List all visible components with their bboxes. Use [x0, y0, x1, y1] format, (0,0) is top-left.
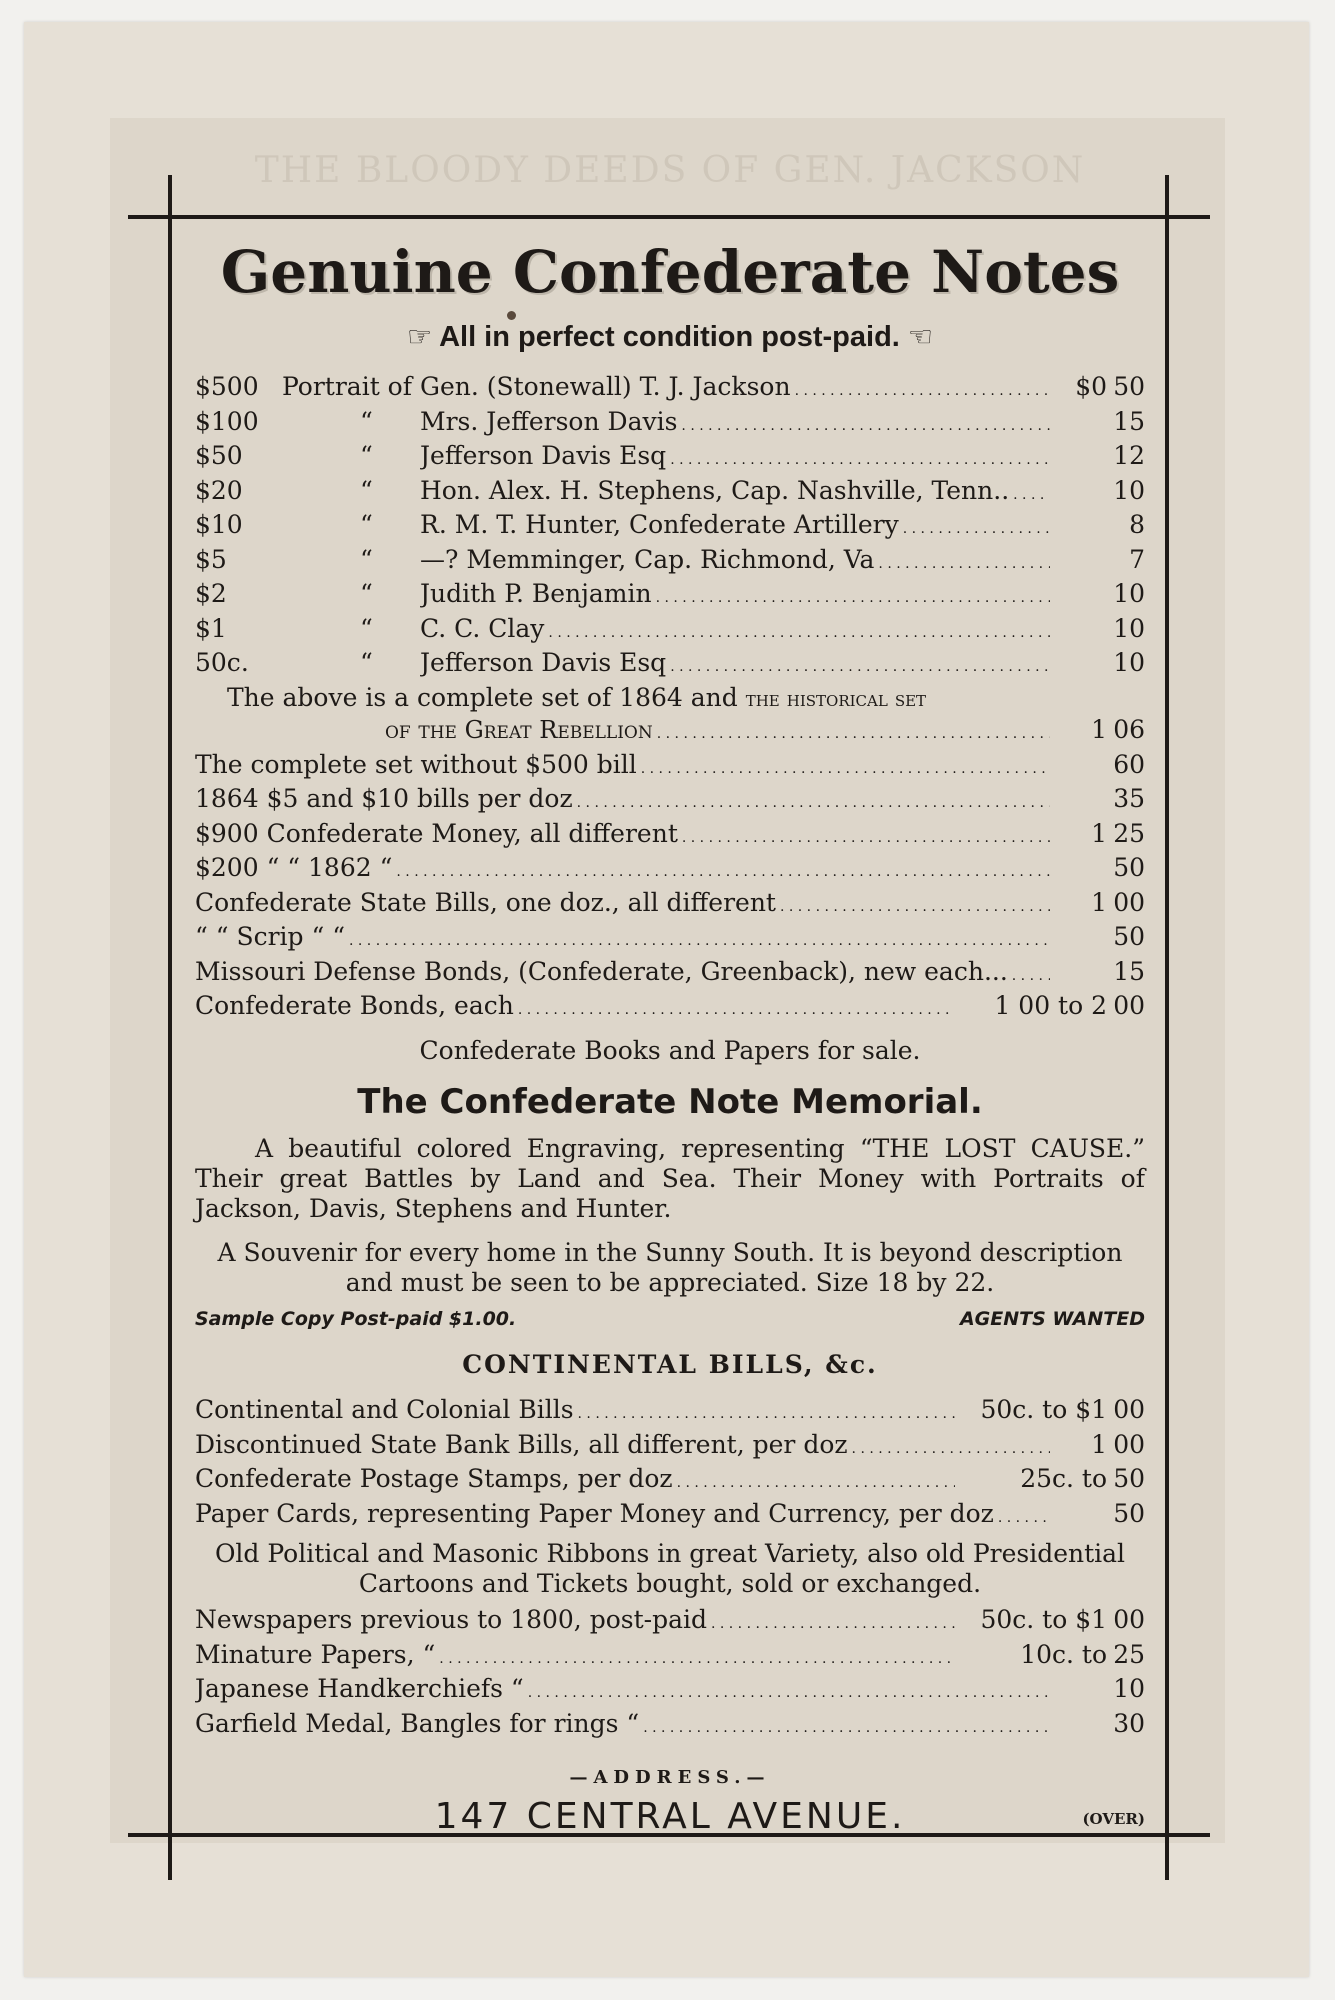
set-line-caps: the historical set	[745, 686, 927, 712]
item-price	[1050, 648, 1145, 679]
item-price	[1050, 888, 1145, 919]
price-row	[195, 545, 1145, 580]
price-cents: 50	[1113, 853, 1145, 882]
price-cents: 00	[1113, 1429, 1145, 1459]
price-dollar: 50c. to $1	[980, 1395, 1107, 1424]
misc-price-list	[195, 750, 1145, 1026]
item-price	[1050, 922, 1145, 953]
item-desc-text: Gen. (Stonewall) T. J. Jackson	[420, 372, 791, 401]
price-cents: 06	[1113, 715, 1145, 744]
item-desc-text: Paper Cards, representing Paper Money and Currency, per doz	[195, 1498, 994, 1528]
price-cents: 00	[1113, 991, 1145, 1020]
pointing-hand-left-icon: ☜	[907, 321, 934, 352]
item-price	[955, 1464, 1145, 1495]
item-price	[955, 991, 1145, 1022]
item-desc-text: Confederate State Bills, one doz., all different	[195, 887, 776, 917]
continental-title: CONTINENTAL BILLS, &c.	[462, 1350, 878, 1379]
item-desc	[195, 957, 1050, 992]
price-row	[195, 1395, 1145, 1430]
ditto-mark: “	[360, 406, 373, 436]
item-price	[1050, 510, 1145, 541]
price-row	[195, 853, 1145, 888]
item-price	[1050, 407, 1145, 438]
price-row	[195, 1430, 1145, 1465]
price-row	[195, 819, 1145, 854]
price-row	[195, 476, 1145, 511]
ditto-mark: Portrait of	[281, 372, 412, 401]
item-desc-text: “ “ Scrip “ “	[195, 922, 345, 951]
item-desc	[195, 1709, 1050, 1744]
price-dollar: $0	[1075, 372, 1107, 401]
item-desc	[420, 510, 1050, 545]
item-desc	[195, 853, 1050, 888]
item-desc	[420, 545, 1050, 580]
price-cents: 00	[1113, 887, 1145, 917]
item-price	[1050, 1674, 1145, 1705]
price-dollar: 10c. to	[1020, 1639, 1107, 1669]
item-desc-text: The complete set without $500 bill	[195, 749, 637, 779]
price-row	[195, 750, 1145, 785]
item-desc-text: Newspapers previous to 1800, post-paid	[195, 1605, 707, 1634]
address-label: —ADDRESS.—	[569, 1767, 771, 1788]
price-row	[195, 648, 1145, 683]
price-dollar: 1	[1091, 715, 1107, 744]
item-desc	[195, 1395, 955, 1430]
item-price	[955, 1605, 1145, 1636]
price-cents: 12	[1113, 441, 1145, 470]
price-row	[195, 510, 1145, 545]
memorial-title: The Confederate Note Memorial.	[357, 1082, 983, 1122]
item-desc	[420, 441, 1050, 476]
note-amount: $10	[195, 510, 243, 539]
price-row	[195, 614, 1145, 649]
item-price	[1050, 750, 1145, 781]
price-cents: 10	[1113, 648, 1145, 677]
price-cents: 10	[1113, 579, 1145, 608]
price-row	[195, 1709, 1145, 1744]
item-desc	[420, 372, 1050, 407]
item-desc	[195, 819, 1050, 854]
note-amount: $5	[195, 544, 227, 574]
item-desc-text: 1864 $5 and $10 bills per doz	[195, 784, 573, 813]
price-cents: 25	[1113, 818, 1145, 848]
item-price	[1050, 1709, 1145, 1740]
price-cents: 50	[1113, 1464, 1145, 1493]
ditto-mark: “	[360, 579, 373, 608]
price-row	[195, 579, 1145, 614]
item-desc	[420, 407, 1050, 442]
price-row	[195, 1499, 1145, 1534]
item-desc-text: Missouri Defense Bonds, (Confederate, Greenback), new each...	[195, 956, 1008, 986]
papers-price-list	[195, 1605, 1145, 1743]
price-dollar: 1	[1091, 818, 1107, 848]
item-desc-text: of the Great Rebellion	[385, 716, 653, 744]
item-desc-text: Confederate Postage Stamps, per doz	[195, 1464, 673, 1493]
item-desc	[195, 922, 1050, 957]
item-desc	[195, 1499, 1050, 1534]
item-desc	[195, 784, 1050, 819]
subtitle	[195, 320, 1145, 354]
address: 147 CENTRAL AVENUE.	[434, 1796, 906, 1837]
set-line-text: The above is a complete set of 1864 and	[227, 682, 738, 712]
item-desc-text: Mrs. Jefferson Davis	[420, 406, 678, 436]
price-row	[195, 888, 1145, 923]
item-price	[1050, 372, 1145, 403]
price-dollar: 25c. to	[1020, 1464, 1107, 1493]
continental-price-list	[195, 1395, 1145, 1533]
price-cents: 15	[1113, 406, 1145, 436]
note-amount: $2	[195, 579, 227, 608]
item-desc	[195, 1674, 1050, 1709]
set-line	[195, 683, 1145, 716]
souvenir-description: A Souvenir for every home in the Sunny South. It is beyond description and must be seen to be appreciated. Size 18 by 22.	[217, 1238, 1123, 1297]
item-desc	[420, 648, 1050, 683]
ditto-mark: “	[360, 544, 373, 574]
price-dollar: 1	[1091, 1429, 1107, 1459]
price-row	[195, 991, 1145, 1026]
sample-copy: Sample Copy Post-paid $1.00.	[195, 1308, 517, 1330]
price-cents: 8	[1129, 510, 1145, 539]
item-price	[1050, 1499, 1145, 1530]
item-desc	[195, 991, 955, 1026]
item-price	[955, 1640, 1145, 1671]
ditto-mark: “	[360, 613, 373, 643]
price-row	[195, 407, 1145, 442]
item-price	[1050, 1430, 1145, 1461]
item-desc-text: Minature Papers, “	[195, 1639, 436, 1669]
item-price	[1050, 715, 1145, 746]
ribbons-note: Old Political and Masonic Ribbons in great Variety, also old Presidential Cartoons and Tickets bought, sold or exchanged.	[214, 1539, 1126, 1598]
price-cents: 10	[1113, 1674, 1145, 1703]
memorial-description: A beautiful colored Engraving, representing “THE LOST CAUSE.” Their great Battles by Land and Sea. Their Money with Portraits of Jackson, Davis, Stephens and Hunter.	[195, 1134, 1145, 1223]
item-desc	[420, 476, 1050, 511]
price-cents: 60	[1113, 749, 1145, 779]
price-cents: 7	[1129, 544, 1145, 574]
sample-row	[195, 1308, 1145, 1330]
item-price	[1050, 441, 1145, 472]
item-desc	[420, 614, 1050, 649]
note-price-list	[195, 372, 1145, 683]
price-row	[195, 1464, 1145, 1499]
ditto-mark: “	[360, 475, 373, 505]
item-desc	[195, 1640, 955, 1675]
price-cents: 10	[1113, 613, 1145, 643]
frame-top-line	[128, 215, 1210, 219]
show-through-header: THE BLOODY DEEDS OF GEN. JACKSON	[254, 150, 1086, 191]
item-desc-text: C. C. Clay	[420, 613, 545, 643]
page-title: Genuine Confederate Notes	[220, 238, 1120, 306]
item-desc-text: Discontinued State Bank Bills, all different, per doz	[195, 1429, 848, 1459]
item-desc	[195, 1464, 955, 1499]
price-row	[195, 1674, 1145, 1709]
item-desc	[195, 750, 1050, 785]
note-amount: $500	[195, 372, 259, 401]
price-row	[195, 784, 1145, 819]
price-row	[195, 441, 1145, 476]
item-price	[1050, 579, 1145, 610]
item-desc	[195, 715, 1050, 750]
item-desc	[195, 1430, 1050, 1465]
item-price	[1050, 476, 1145, 507]
item-desc-text: Judith P. Benjamin	[420, 579, 652, 608]
item-price	[955, 1395, 1145, 1426]
item-desc-text: R. M. T. Hunter, Confederate Artillery	[420, 510, 899, 539]
ditto-mark: “	[360, 648, 373, 677]
over-note: (OVER)	[1082, 1810, 1145, 1828]
item-desc	[195, 888, 1050, 923]
item-desc-text: Hon. Alex. H. Stephens, Cap. Nashville, Tenn..	[420, 475, 1010, 505]
item-desc-text: —? Memminger, Cap. Richmond, Va	[420, 544, 875, 574]
price-cents: 10	[1113, 475, 1145, 505]
note-amount: 50c.	[195, 648, 249, 677]
frame-right-line	[1165, 175, 1169, 1880]
price-row	[195, 372, 1145, 407]
item-price	[1050, 853, 1145, 884]
item-desc-text: $900 Confederate Money, all different	[195, 818, 678, 848]
item-price	[1050, 784, 1145, 815]
price-dollar: 1	[1091, 887, 1107, 917]
item-desc-text: Jefferson Davis Esq	[420, 441, 667, 470]
flyer-content	[195, 238, 1145, 1844]
item-desc-text: Japanese Handkerchiefs “	[195, 1674, 524, 1703]
pointing-hand-right-icon: ☞	[406, 321, 433, 352]
note-amount: $20	[195, 475, 243, 505]
subtitle-text: All in perfect condition post-paid.	[439, 321, 900, 353]
agents-wanted: AGENTS WANTED	[959, 1308, 1145, 1330]
note-amount: $1	[195, 613, 227, 643]
price-cents: 00	[1113, 1395, 1145, 1424]
price-cents: 50	[1113, 1498, 1145, 1528]
frame-left-line	[168, 175, 172, 1880]
item-desc-text: Jefferson Davis Esq	[420, 648, 667, 677]
books-note: Confederate Books and Papers for sale.	[419, 1035, 921, 1065]
price-dollar: 1 00 to 2	[994, 991, 1107, 1020]
price-cents: 50	[1113, 372, 1145, 401]
price-cents: 00	[1113, 1605, 1145, 1634]
item-desc	[195, 1605, 955, 1640]
note-amount: $100	[195, 406, 259, 436]
price-cents: 25	[1113, 1639, 1145, 1669]
ditto-mark: “	[360, 510, 373, 539]
item-price	[1050, 545, 1145, 576]
address-row	[195, 1794, 1145, 1844]
set-row	[195, 715, 1145, 750]
note-amount: $50	[195, 441, 243, 470]
item-desc	[420, 579, 1050, 614]
item-desc-text: Confederate Bonds, each	[195, 991, 514, 1020]
item-price	[1050, 957, 1145, 988]
item-desc-text: $200 “ “ 1862 “	[195, 853, 393, 882]
item-price	[1050, 819, 1145, 850]
price-cents: 30	[1113, 1708, 1145, 1738]
price-dollar: 50c. to $1	[980, 1605, 1107, 1634]
price-cents: 35	[1113, 784, 1145, 813]
price-row	[195, 1640, 1145, 1675]
item-desc-text: Garfield Medal, Bangles for rings “	[195, 1708, 640, 1738]
ditto-mark: “	[360, 441, 373, 470]
item-price	[1050, 614, 1145, 645]
price-row	[195, 922, 1145, 957]
price-cents: 50	[1113, 922, 1145, 951]
price-cents: 15	[1113, 956, 1145, 986]
item-desc-text: Continental and Colonial Bills	[195, 1395, 574, 1424]
price-row	[195, 1605, 1145, 1640]
price-row	[195, 957, 1145, 992]
